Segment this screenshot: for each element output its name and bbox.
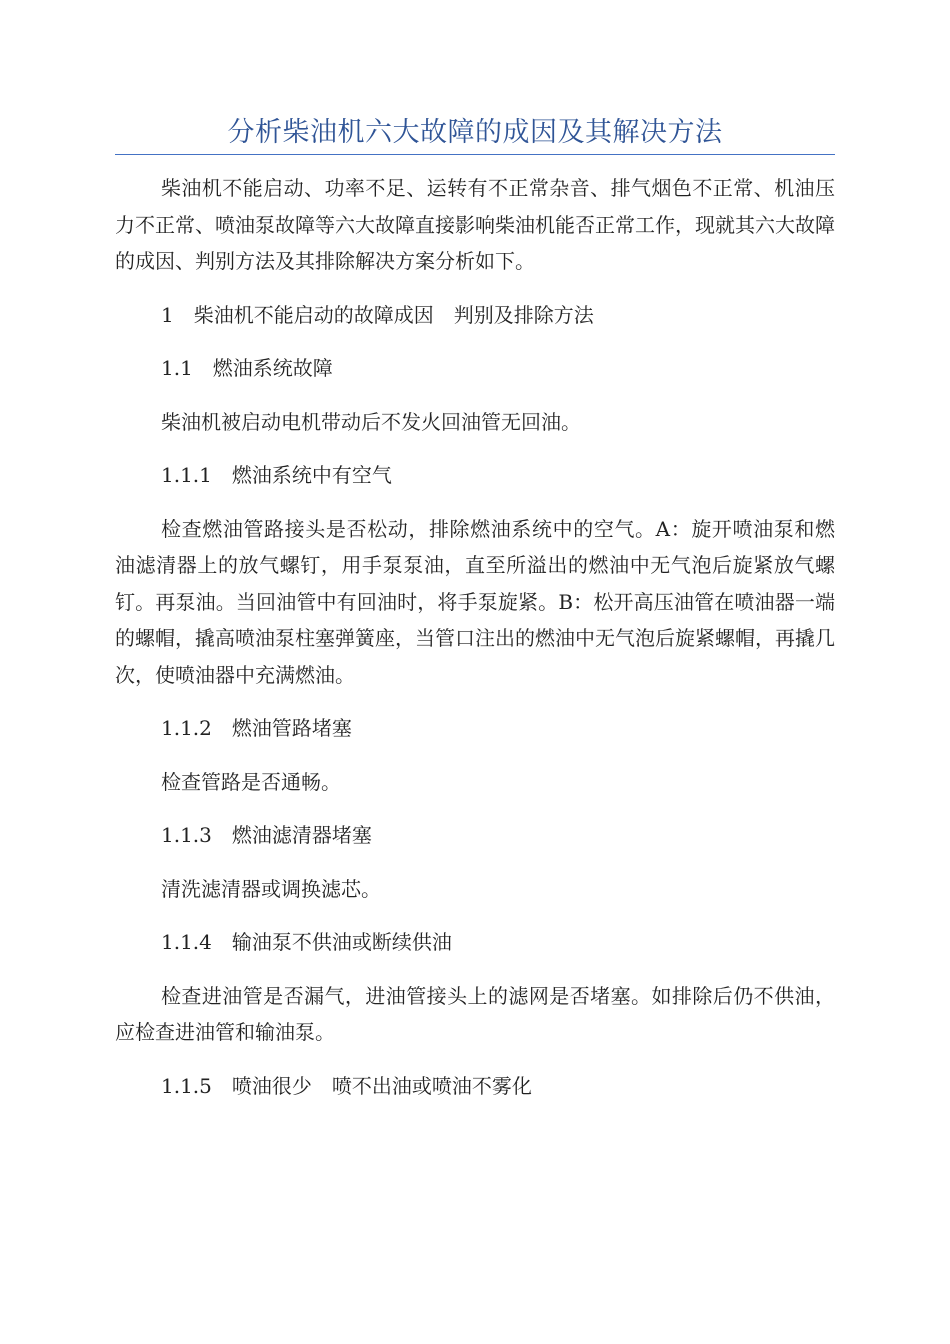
section-heading-1-1-4: 1.1.4 输油泵不供油或断续供油 bbox=[161, 930, 452, 954]
section-1-1-3-paragraph: 清洗滤清器或调换滤芯。 bbox=[161, 876, 381, 901]
section-heading-1-1-3: 1.1.3 燃油滤清器堵塞 bbox=[161, 823, 372, 847]
document-title: 分析柴油机六大故障的成因及其解决方法 bbox=[227, 117, 723, 148]
intro-paragraph: 柴油机不能启动、功率不足、运转有不正常杂音、排气烟色不正常、机油压力不正常、喷油泵故障等六大故障直接影响柴油机能否正常工作，现就其六大故障的成因、判别方法及其排除解决方案分析如下。 bbox=[115, 176, 835, 273]
section-heading-1-1-1: 1.1.1 燃油系统中有空气 bbox=[161, 463, 392, 487]
section-heading-1: 1 柴油机不能启动的故障成因 判别及排除方法 bbox=[161, 302, 594, 327]
section-1-1-4-paragraph: 检查进油管是否漏气，进油管接头上的滤网是否堵塞。如排除后仍不供油，应检查进油管和输油泵。 bbox=[115, 983, 835, 1044]
section-1-1-1-paragraph: 检查燃油管路接头是否松动，排除燃油系统中的空气。A：旋开喷油泵和燃油滤清器上的放气螺钉，用手泵泵油，直至所溢出的燃油中无气泡后旋紧放气螺钉。再泵油。当回油管中有回油时，将手泵旋紧。B：松开高压油管在喷油器一端的螺帽，撬高喷油泵柱塞弹簧座，当管口注出的燃油中无气泡后旋紧螺帽，再撬几次，使喷油器中充满燃油。 bbox=[115, 516, 835, 687]
section-heading-1-1-2: 1.1.2 燃油管路堵塞 bbox=[161, 716, 352, 740]
section-1-1-2-paragraph: 检查管路是否通畅。 bbox=[161, 769, 341, 794]
section-heading-1-1-5: 1.1.5 喷油很少 喷不出油或喷油不雾化 bbox=[161, 1073, 532, 1098]
title-underline bbox=[115, 154, 835, 155]
section-1-1-paragraph: 柴油机被启动电机带动后不发火回油管无回油。 bbox=[161, 409, 581, 434]
document-body bbox=[115, 170, 835, 1121]
section-heading-1-1: 1.1 燃油系统故障 bbox=[161, 356, 333, 380]
